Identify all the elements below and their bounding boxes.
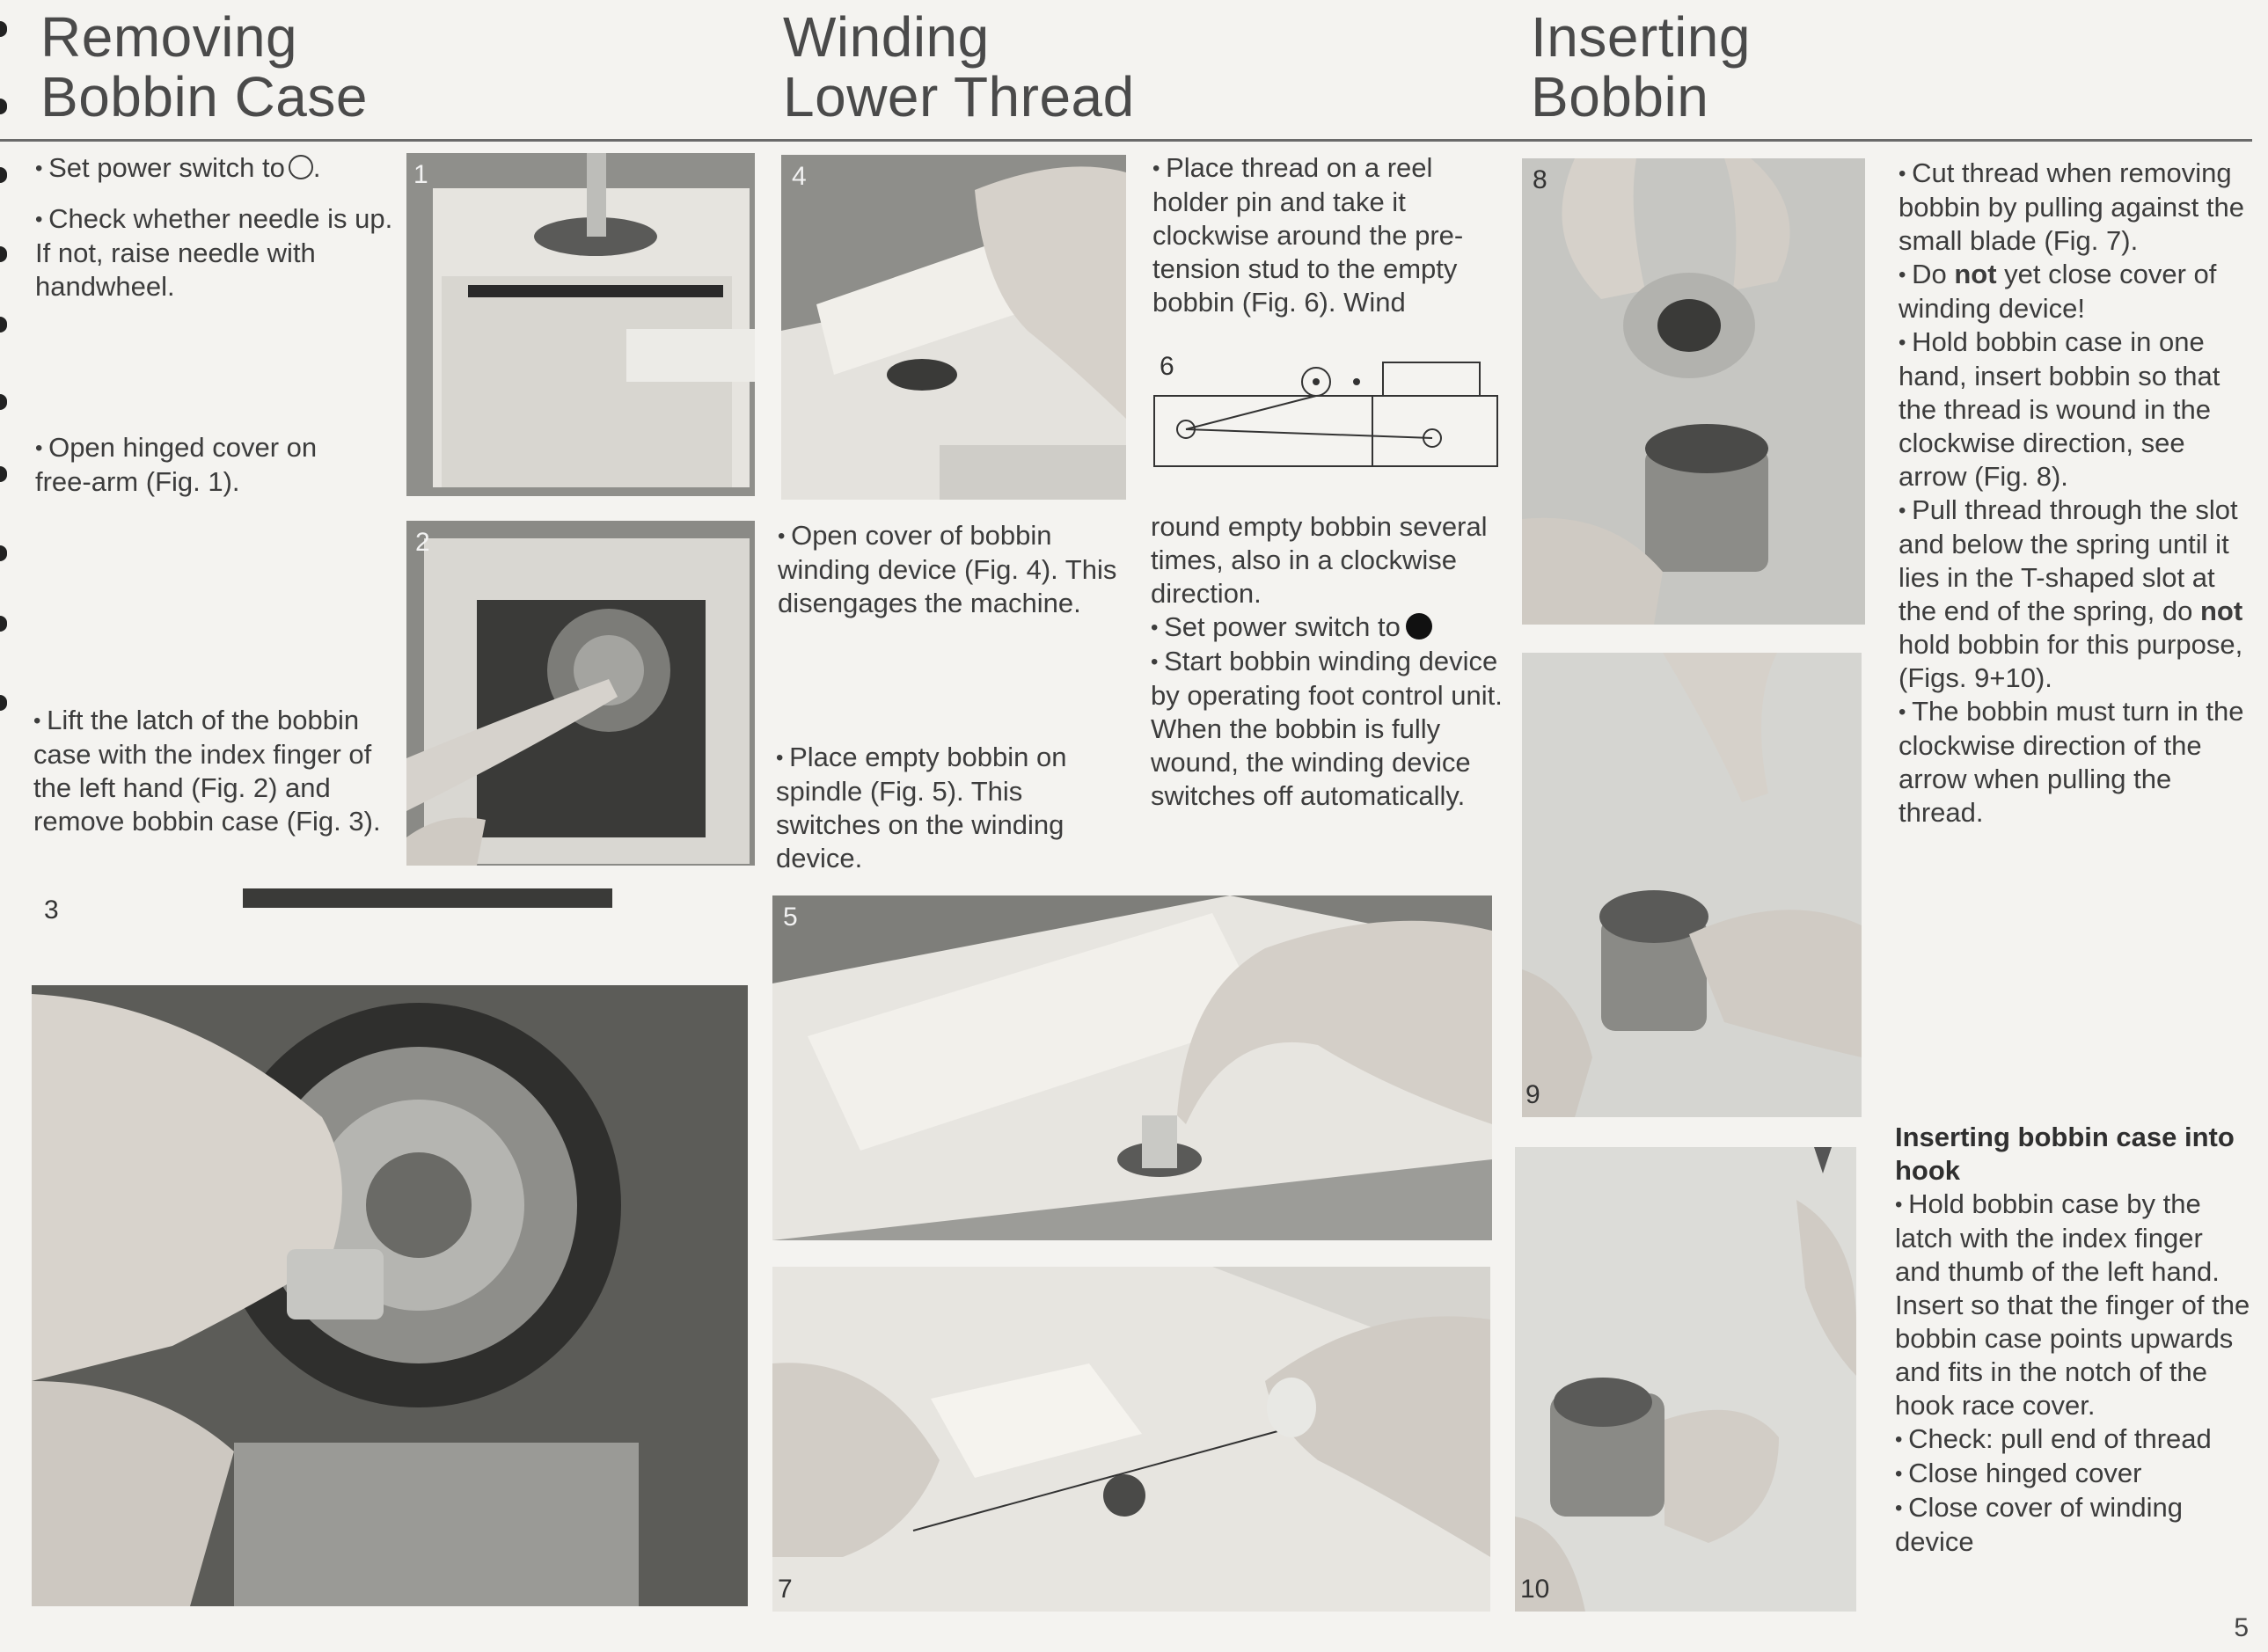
heading-winding-lower-thread: Winding Lower Thread [783, 5, 1135, 128]
figure-8-photo [1522, 158, 1865, 625]
binding-mark [0, 616, 7, 632]
binding-mark [0, 21, 7, 37]
figure-4-photo [781, 155, 1126, 500]
figure-3-number: 3 [44, 895, 59, 925]
binding-mark [0, 394, 7, 410]
figure-5-number: 5 [783, 903, 798, 932]
winding-step-place-thread: • Place thread on a reel holder pin and take it clockwise around the pre-tension stud to the empty bobbin (Fig. 6). Wind [1152, 151, 1504, 319]
figure-8-number: 8 [1533, 165, 1547, 194]
figure-6-diagram [1152, 350, 1501, 473]
figure-9-photo [1522, 653, 1862, 1117]
heading-inserting-bobbin: Inserting Bobbin [1531, 5, 1751, 128]
heading-rule [0, 139, 2252, 142]
binding-mark [0, 246, 7, 262]
heading-removing-bobbin-case: Removing Bobbin Case [40, 5, 368, 128]
power-off-symbol-icon [289, 155, 313, 179]
figure-7-number: 7 [778, 1575, 793, 1604]
winding-step-place-bobbin: • Place empty bobbin on spindle (Fig. 5). This switches on the winding device. [776, 741, 1128, 875]
page-number: 5 [2234, 1613, 2249, 1642]
inserting-steps: • Cut thread when removing bobbin by pulling against the small blade (Fig. 7). • Do not yet close cover of winding device! • Hold bobbin case in one hand, insert bobbin so that the thread is wound in the clockwise direction, see arrow (Fig. 8). • Pull thread through the slot and below the spring until it lies in the T-shaped slot at the end of the spring, do not hold bobbin for this purpose, (Figs. 9+10). • The bobbin must turn in the clockwise direction of the arrow when pulling the thread. [1899, 157, 2250, 830]
removing-step-open-cover: • Open hinged cover on free-arm (Fig. 1). [35, 431, 369, 499]
figure-1-photo [406, 153, 755, 496]
binding-mark [0, 317, 7, 333]
binding-mark [0, 695, 7, 711]
winding-step-open-cover: • Open cover of bobbin winding device (Fig. 4). This disengages the machine. [778, 519, 1130, 620]
binding-mark [0, 545, 7, 561]
inserting-bobbin-case-subhead: Inserting bobbin case into hook [1895, 1122, 2235, 1186]
power-on-symbol-icon [1406, 613, 1432, 640]
figure-3-photo [32, 888, 748, 1606]
binding-mark [0, 99, 7, 114]
figure-2-photo [406, 521, 755, 866]
figure-7-photo [772, 1267, 1490, 1612]
removing-step-needle: • Check whether needle is up. If not, raise needle with handwheel. [35, 202, 396, 303]
winding-step-wind-continued: round empty bobbin several times, also in a clockwise direction. • Set power switch to • Start bobbin winding device by operating foot control unit. When the bobbin is fully wound, the winding device switches off automatically. [1151, 510, 1503, 813]
figure-4-number: 4 [792, 162, 807, 191]
figure-2-number: 2 [415, 528, 430, 557]
figure-6-number: 6 [1160, 352, 1174, 381]
binding-mark [0, 167, 7, 183]
removing-step-lift-latch: • Lift the latch of the bobbin case with the index finger of the left hand (Fig. 2) and remove bobbin case (Fig. 3). [33, 704, 385, 838]
figure-9-number: 9 [1525, 1080, 1540, 1109]
binding-mark [0, 466, 7, 482]
figure-1-number: 1 [413, 160, 428, 189]
removing-step-power: • Set power switch to . [35, 151, 405, 186]
figure-10-photo [1515, 1147, 1856, 1612]
inserting-bobbin-case-section: Inserting bobbin case into hook • Hold bobbin case by the latch with the index finger and thumb of the left hand. Insert so that the finger of the bobbin case points upwards and fits in the notch of the hook race cover. • Check: pull end of thread • Close hinged cover • Close cover of winding device [1895, 1121, 2250, 1559]
figure-10-number: 10 [1520, 1575, 1550, 1604]
figure-5-photo [772, 895, 1492, 1240]
